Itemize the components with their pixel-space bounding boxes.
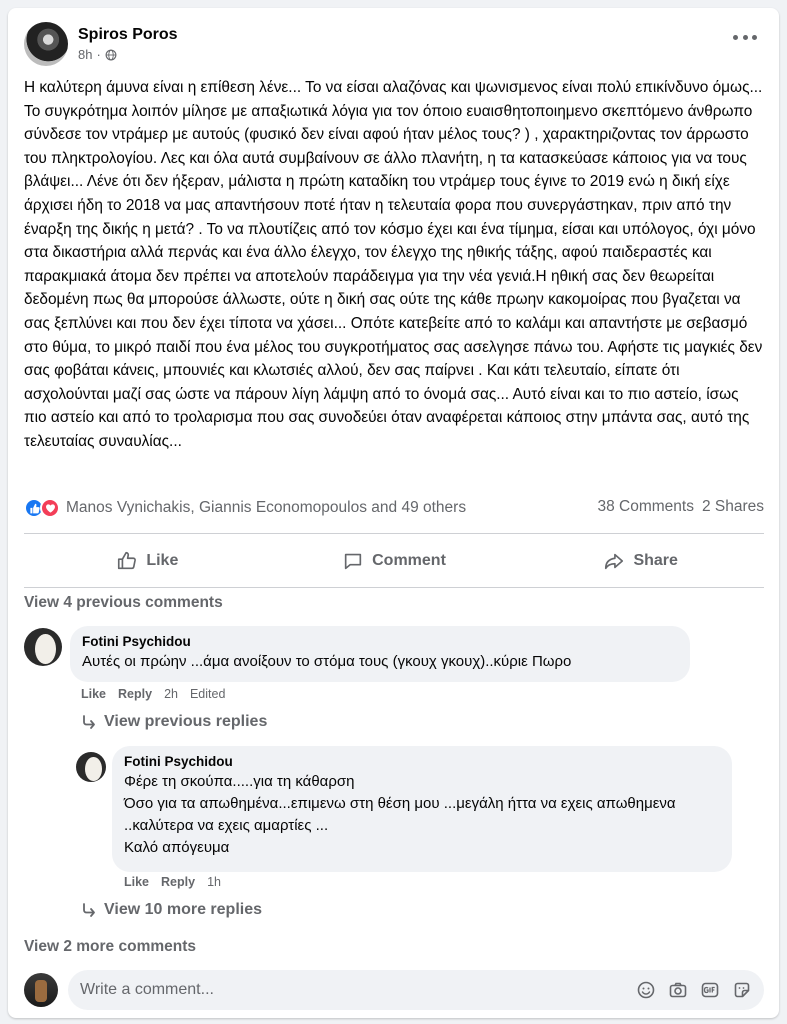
emoji-icon[interactable]: [636, 980, 656, 1000]
comment-bubble-icon: [342, 550, 364, 572]
composer-icons: [636, 980, 752, 1000]
dot: [743, 35, 748, 40]
thumbs-up-icon: [116, 550, 138, 572]
love-reaction-icon: [40, 498, 60, 518]
gif-icon[interactable]: [700, 980, 720, 1000]
view-previous-replies-label: View previous replies: [104, 713, 268, 730]
like-label: Like: [146, 552, 179, 569]
post-time[interactable]: 8h: [78, 47, 93, 62]
view-previous-replies-link[interactable]: [80, 713, 267, 731]
comment-like-link[interactable]: Like: [81, 687, 107, 701]
share-button[interactable]: [517, 538, 764, 584]
globe-icon: [105, 49, 117, 61]
reply-author[interactable]: Fotini Psychidou: [124, 754, 233, 769]
comment-time[interactable]: 2h: [164, 687, 178, 701]
author-name[interactable]: Spiros Poros: [78, 26, 178, 43]
like-button[interactable]: [24, 538, 271, 584]
post-meta: [78, 47, 178, 62]
reply-meta: [124, 875, 221, 889]
comment-bubble: [70, 626, 690, 682]
replier-avatar[interactable]: [76, 752, 106, 782]
view-previous-comments-link[interactable]: View 4 previous comments: [24, 594, 223, 611]
reaction-names[interactable]: Manos Vynichakis, Giannis Economopoulos and 49 others: [66, 499, 467, 516]
view-more-comments-link[interactable]: View 2 more comments: [24, 938, 197, 955]
comment-button[interactable]: [271, 538, 518, 584]
reaction-icons[interactable]: [24, 498, 60, 518]
reply-time[interactable]: 1h: [207, 875, 221, 889]
reply-line: Φέρε τη σκούπα.....για τη κάθαρση: [124, 773, 355, 790]
dot: [733, 35, 738, 40]
reply-line: Όσο για τα απωθημένα...επιμενω στη θέση μου ...μεγάλη ήττα να εχεις απωθημενα ..καλύτερα να εχεις αμαρτίες ...: [124, 795, 676, 834]
comment-edited: Edited: [189, 687, 226, 701]
view-more-replies-label: View 10 more replies: [104, 901, 263, 918]
divider: [24, 533, 764, 534]
comment-composer: [24, 970, 764, 1010]
composer-input-wrap: [68, 970, 764, 1010]
reply-bubble: [112, 746, 732, 872]
post-card: [8, 8, 779, 1018]
author-avatar[interactable]: [24, 22, 68, 66]
comment-author[interactable]: Fotini Psychidou: [82, 634, 191, 649]
share-label: Share: [633, 552, 678, 569]
sticker-icon[interactable]: [732, 980, 752, 1000]
post-text: Η καλύτερη άμυνα είναι η επίθεση λένε... Το να είσαι αλαζόνας και ψωνισμενος είναι πολύ επικίνδυνο όμως... Το συγκρότημα λοιπόν μίλησε με απαξιωτικά λόγια για τον όποιο ευαισθητοποιημενο σκεπτόμενο άνθρωπο σύνδεσε τον ντράμερ με αυτούς (φυσικό δεν είναι αφού ήταν μέλος τους? ) , χαρακτηριζοντας τον άρρωστο του πληκτρολογίου. Λες και όλα αυτά συμβαίνουν σε άλλο πλανήτη, η τα κατασκεύασε κάποιος για να τους βλάψει... Λένε ότι δεν ήξεραν, μάλιστα η πρώτη καταδίκη του ντράμερ τους έγινε το 2019 ενώ η δική είχε άρχισει ήδη το 2018 να μας απαντήσουν ποτέ ήταν η τελευταία φορα που συνεργάστηκαν, πριν από την έναρξη της δικής η μετά? . Το να πλουτίζεις από τον κόσμο έχει και ένα τίμημα, είσαι και υπόλογος, όχι μόνο στα δικαστήρια αλλά περνάς και ένα άλλο έλεγχο, τον έλεγχο της ηθικής τάξης, αφού παιδεραστές και παρακμιακά άτομα δεν πρέπει να αποτελούν παράδειγμα για την νέα γενιά.Η ηθική σας δεν θεωρείται δεδομένη πως θα μπορούσε άλλωστε, ούτε η δική σας ούτε της κάθε πρωην κακομοίρας που βγαζεται να σας ξεπλύνει και που δεν έχει τίποτα να χάσει... Οπότε κατεβείτε από το καλάμι και απαντήστε με σεβασμό στο θύμα, το μικρό παιδί που ένα μέλος του συγκροτήματος σας ασελγησε πάνω του. Αφήστε τις μαγκιές δεν σας φοβάται κάνεις, μπουνιές και κλωτσιές αλλού, δεν σας παίρνει . Και κάτι τελευταίο, είπατε ότι ασχολούνται μαζί σας ώστε να πάρουν λίγη λάμψη από το όνομά σας... Αυτό είναι και το πιο αστείο, ίσως πιο αστείο και από το τρολαρισμα που σας συνοδεύει όταν αναφέρεται κάποιος στην μπάντα σας, αυτό της τελευταίας συναυλίας...: [24, 79, 763, 450]
current-user-avatar[interactable]: [24, 973, 58, 1007]
reply-arrow-icon: [80, 713, 98, 731]
reactions-row: [24, 496, 764, 520]
divider: [24, 587, 764, 588]
camera-icon[interactable]: [668, 980, 688, 1000]
comment-reply-link[interactable]: Reply: [118, 687, 153, 701]
view-more-replies-link[interactable]: [80, 901, 262, 919]
reply-like-link[interactable]: Like: [124, 875, 150, 889]
comment-label: Comment: [372, 552, 446, 569]
engagement-counts: [597, 498, 764, 516]
comments-count[interactable]: 38 Comments: [597, 498, 694, 515]
reply-line: Καλό απόγευμα: [124, 839, 230, 856]
comment-meta: [81, 687, 225, 701]
commenter-avatar[interactable]: [24, 628, 62, 666]
post-actions: [24, 538, 764, 584]
author-info: [78, 26, 178, 62]
post-header: [24, 22, 178, 66]
reply-arrow-icon: [80, 901, 98, 919]
meta-separator: ·: [96, 47, 101, 62]
reply-reply-link[interactable]: Reply: [161, 875, 196, 889]
more-options-icon[interactable]: [733, 32, 757, 42]
dot: [752, 35, 757, 40]
share-arrow-icon: [603, 550, 625, 572]
comment-text: Αυτές οι πρώην ...άμα ανοίξουν το στόμα τους (γκουχ γκουχ)..κύριε Πωρο: [82, 653, 572, 670]
shares-count[interactable]: 2 Shares: [701, 498, 764, 515]
